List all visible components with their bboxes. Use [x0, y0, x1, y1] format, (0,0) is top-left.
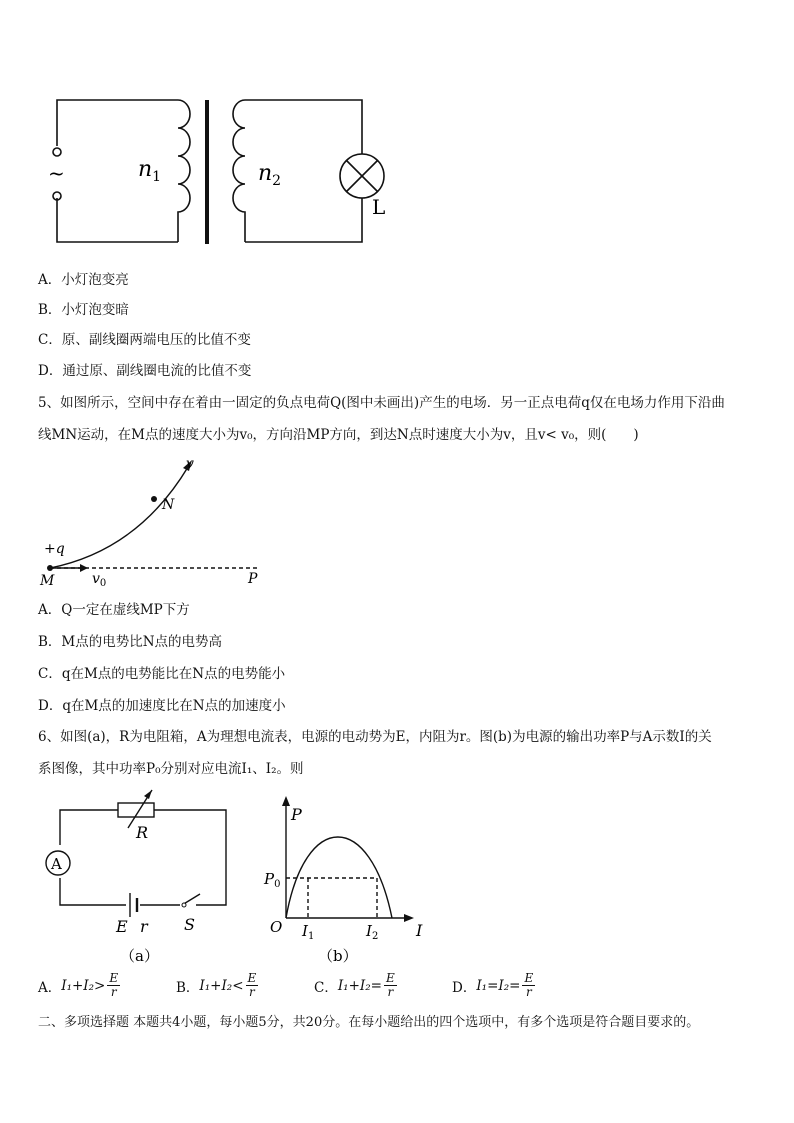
fig-a-caption: （a） — [120, 947, 159, 965]
svg-text:P0: $P_0$ — [264, 870, 281, 890]
q6-option-b: B． I₁+I₂< $\frac{E}{r}$ — [176, 971, 257, 999]
q5-option-b: B．M点的电势比N点的电势高 — [38, 634, 223, 650]
e-label: E — [116, 917, 128, 936]
i-axis-label: I — [416, 921, 423, 940]
q4-option-b: B．小灯泡变暗 — [38, 302, 129, 318]
n-label: N — [162, 497, 175, 513]
transformer-figure — [0, 0, 794, 260]
v0-label: v — [92, 571, 100, 587]
svg-text:I2: $I_2$ — [366, 922, 379, 942]
trajectory-figure — [0, 450, 794, 590]
p0-label: P — [264, 870, 275, 888]
n1-label: n — [138, 157, 153, 182]
svg-text:v0: $v_0$ — [92, 571, 107, 589]
m-label: M — [40, 573, 55, 589]
lamp-label: L — [372, 195, 386, 219]
q6-option-d: D． I₁=I₂= $\frac{E}{r}$ — [452, 971, 534, 999]
q5-option-c: C．q在M点的电势能比在N点的电势能小 — [38, 666, 286, 682]
i1-label: I — [302, 922, 308, 940]
ac-symbol: ~ — [48, 161, 65, 185]
svg-text:n2: $n_2$ — [258, 161, 282, 189]
power-current-graph — [0, 790, 440, 970]
q6-stem-line2: 系图像，其中功率P₀分别对应电流I₁、I₂。则 — [38, 761, 304, 777]
n2-label: n — [258, 161, 273, 186]
ammeter-label: A — [51, 855, 62, 873]
q5-option-d: D．q在M点的加速度比在N点的加速度小 — [38, 698, 286, 714]
svg-text:n1: $n_1$ — [138, 157, 162, 185]
fig-b-caption: （b） — [318, 947, 358, 965]
r-box-label: R — [136, 823, 149, 842]
q5-stem-line1: 5、如图所示，空间中存在着由一固定的负点电荷Q(图中未画出)产生的电场．另一正点电荷q仅在电场力作用下沿曲 — [38, 395, 725, 411]
p-label: P — [248, 571, 258, 587]
q4-option-c: C．原、副线圈两端电压的比值不变 — [38, 332, 251, 348]
svg-text:I1: $I_1$ — [302, 922, 315, 942]
q5-stem-line2: 线MN运动，在M点的速度大小为v₀，方向沿MP方向，到达N点时速度大小为v，且v< v₀，则( ) — [38, 427, 639, 443]
origin-label: O — [270, 918, 283, 936]
r-internal-label: r — [140, 917, 148, 936]
plus-q-label: +q — [44, 541, 65, 557]
q4-option-d: D．通过原、副线圈电流的比值不变 — [38, 363, 252, 379]
p-axis-label: P — [291, 805, 302, 824]
i2-label: I — [366, 922, 372, 940]
q6-option-a: A． I₁+I₂> $\frac{E}{r}$ — [38, 971, 119, 999]
q4-option-a: A．小灯泡变亮 — [38, 272, 129, 288]
q6-stem-line1: 6、如图(a)，R为电阻箱，A为理想电流表，电源的电动势为E，内阻为r。图(b)为电源的输出功率P与A示数I的关 — [38, 729, 712, 745]
s-label: S — [184, 915, 195, 934]
q5-option-a: A．Q一定在虚线MP下方 — [38, 602, 190, 618]
q6-option-c: C． I₁+I₂= $\frac{E}{r}$ — [314, 971, 395, 999]
v-label: v — [186, 456, 194, 472]
section-2-heading: 二、多项选择题 本题共4小题，每小题5分，共20分。在每小题给出的四个选项中，有多个选项是符合题目要求的。 — [38, 1015, 700, 1030]
